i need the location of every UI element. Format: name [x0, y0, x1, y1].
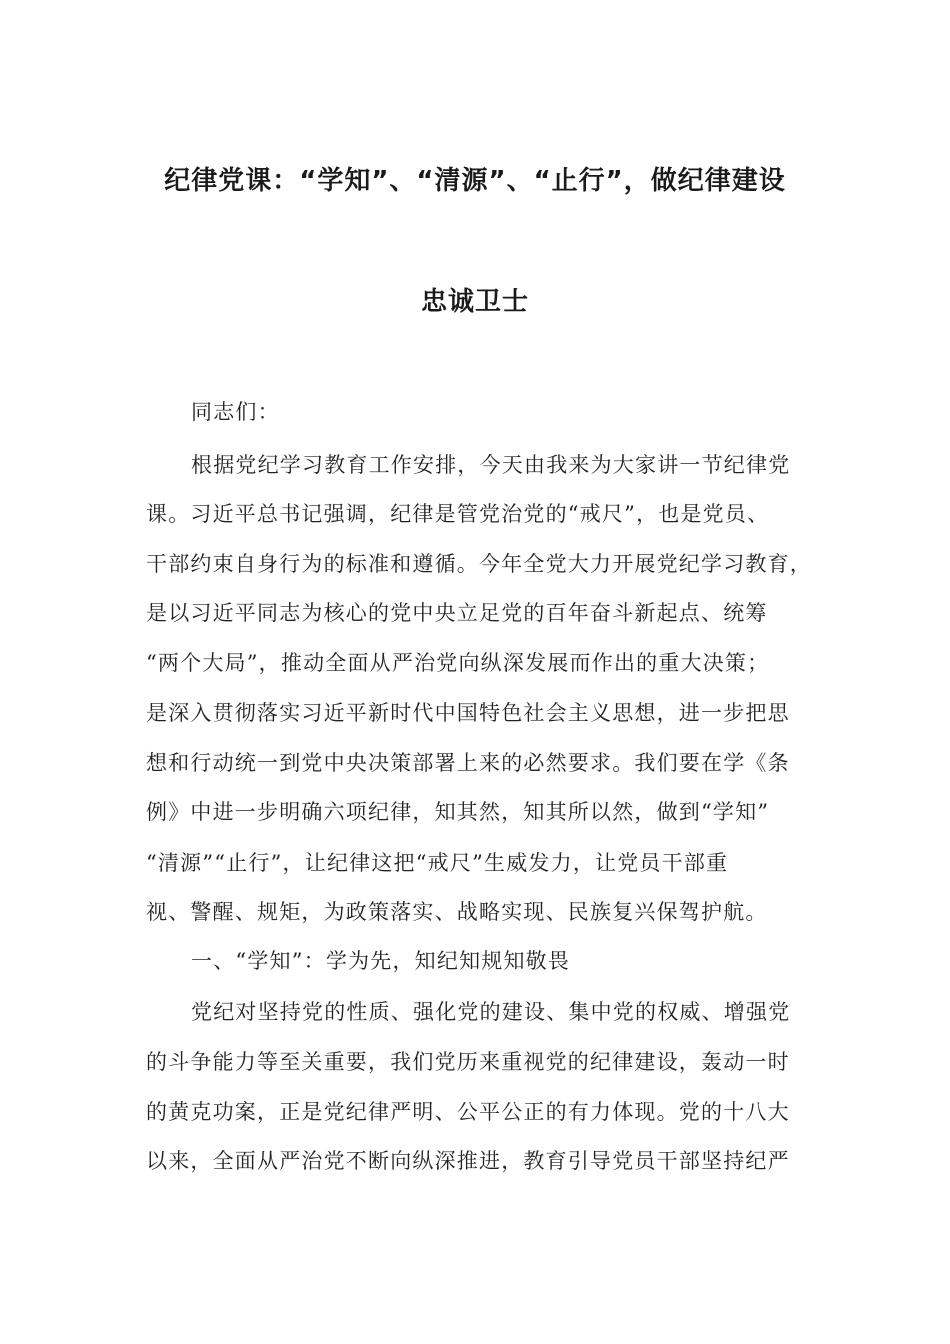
- paragraph-line: 的斗争能力等至关重要，我们党历来重视党的纪律建设，轰动一时: [146, 1050, 790, 1074]
- salutation: 同志们：: [191, 400, 280, 424]
- document-title-line-1: 纪律党课：“学知”、“清源”、“止行”，做纪律建设: [164, 166, 786, 196]
- paragraph-line: 是深入贯彻落实习近平新时代中国特色社会主义思想，进一步把思: [146, 701, 790, 725]
- paragraph-line: 干部约束自身行为的标准和遵循。今年全党大力开展党纪学习教育，: [146, 552, 812, 576]
- paragraph-line: 的黄克功案，正是党纪律严明、公平公正的有力体现。党的十八大: [146, 1100, 790, 1124]
- paragraph-line: 以来，全面从严治党不断向纵深推进，教育引导党员干部坚持纪严: [146, 1149, 790, 1173]
- paragraph-line: “清源”“止行”，让纪律这把“戒尺”生威发力，让党员干部重: [146, 851, 729, 875]
- document-title-line-2: 忠诚卫士: [420, 287, 529, 317]
- paragraph-line: 课。习近平总书记强调，纪律是管党治党的“戒尺”，也是党员、: [146, 502, 770, 526]
- paragraph-line: 想和行动统一到党中央决策部署上来的必然要求。我们要在学《条: [146, 751, 790, 775]
- paragraph-line: “两个大局”，推动全面从严治党向纵深发展而作出的重大决策；: [146, 651, 770, 675]
- paragraph-line: 视、警醒、规矩，为政策落实、战略实现、民族复兴保驾护航。: [146, 900, 768, 924]
- paragraph-line: 根据党纪学习教育工作安排，今天由我来为大家讲一节纪律党: [191, 453, 791, 477]
- paragraph-line: 是以习近平同志为核心的党中央立足党的百年奋斗新起点、统筹: [146, 601, 768, 625]
- paragraph-line: 党纪对坚持党的性质、强化党的建设、集中党的权威、增强党: [191, 1000, 791, 1024]
- paragraph-line: 例》中进一步明确六项纪律，知其然，知其所以然，做到“学知”: [146, 800, 770, 824]
- section-heading: 一、“学知”：学为先，知纪知规知敬畏: [191, 949, 571, 973]
